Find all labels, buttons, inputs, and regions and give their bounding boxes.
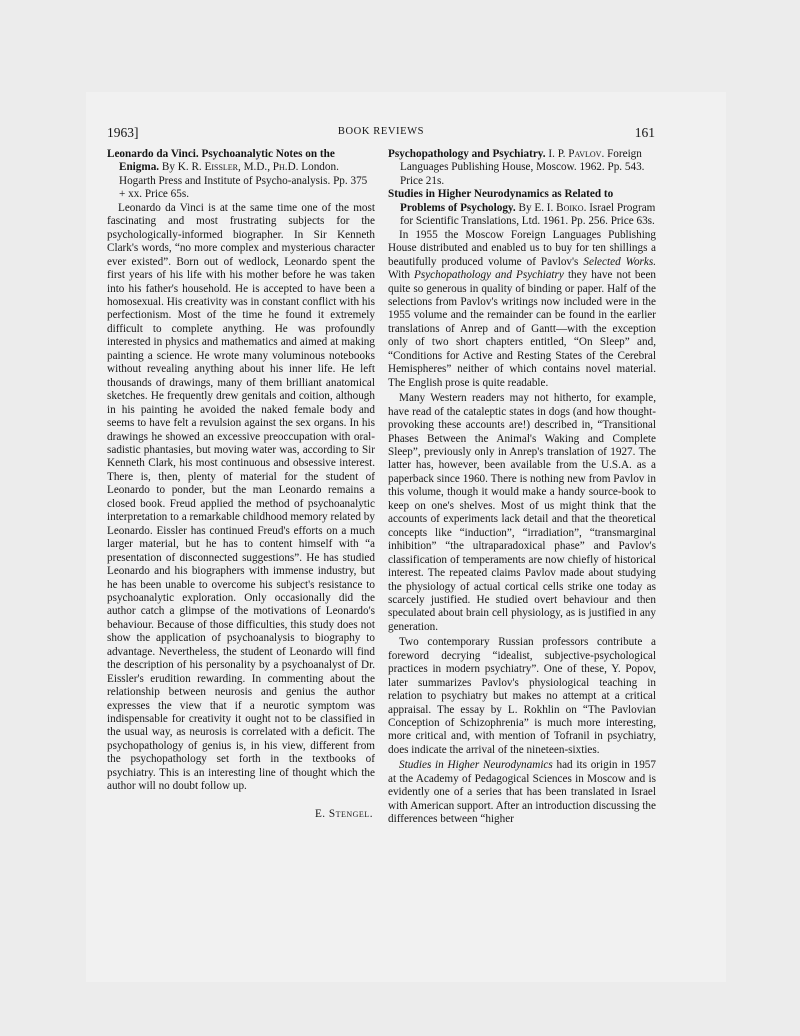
book-author: I. P. Pavlov.: [548, 148, 605, 160]
review-citation-leonardo: [107, 148, 375, 202]
review-paragraph-3: Two contemporary Russian professors contribute a foreword decrying “idealist, subjective-psychological practices in modern psychiatry”. One of these, Y. Popov, later summarizes Pavlov's physiological teaching in relation to psychiatry but makes no attempt at a critical appraisal. The essay by L. Rokhlin on “The Pavlovian Conception of Schizophrenia” is much more interesting, more critical and, with mention of Tofranil in psychiatry, does indicate the arrival of the nineteen-sixties.: [388, 636, 656, 756]
book-author: E. I. Boiko.: [534, 201, 587, 214]
publication-info: London. Hogarth Press and Institute of Psycho-analysis. Pp. 375 + xx. Price 65s.: [119, 161, 368, 201]
review-body: Leonardo da Vinci is at the same time one of the most fascinating and most frustrating subjects for the psychologically-informed biographer. In Sir Kenneth Clark's words, “no more complex and mysterious character ever existed”. Born out of wedlock, Leonardo spent the first years of his life with his mother before he was taken into his father's household. He is accepted to have been a homosexual. His creativity was in constant conflict with his perfectionism. Most of the time he found it extremely difficult to complete anything. He was profoundly interested in physics and mathematics and aimed at making painting a science. He wrote many voluminous notebooks without revealing anything about his inner life. He left thousands of drawings, many of them brilliant anatomical sketches. He frequently drew genitals and coition, although in his painting he avoided the naked female body and seems to have felt a revulsion against the sex organs. In his drawings he showed an excessive preoccupation with oral-sadistic phantasies, but moving water was, according to Sir Kenneth Clark, his most continuous and obsessive interest. There is, then, plenty of material for the student of Leonardo to ponder, but the man Leonardo remains a closed book. Freud applied the method of psychoanalytic interpretation to a remarkable childhood memory related by Leonardo. Eissler has continued Freud's efforts on a much larger material, but he has to content himself with “a presentation of disconnected suggestions”. He has studied Leonardo and his biographers with immense industry, but he has been unable to overcome his subject's resistance to psychoanalytic exploration. Only occasionally did the author catch a glimpse of the motivations of Leonardo's behaviour. Because of those difficulties, this study does not show the application of psychoanalysis to biography to advantage. Nevertheless, the student of Leonardo will find the description of his personality by a psychoanalyst of Dr. Eissler's erudition rewarding. In commenting about the relationship between neurosis and genius the author expresses the view that if a neurotic symptom was indispensable for creativity it ought not to be classified in the usual way, as neurosis is correlated with a deficit. The psychopathology of genius is, in his view, different from the psychopathology set forth in the textbooks of psychiatry. This is an interesting line of thought which the author will no doubt follow up.: [107, 201, 375, 793]
review-citation-pavlov: [388, 148, 656, 188]
book-title: Psychopathology and Psychiatry.: [388, 148, 546, 160]
reviewer-signature: E. Stengel.: [314, 807, 373, 820]
review-paragraph-4: Studies in Higher Neurodynamics had its origin in 1957 at the Academy of Pedagogical Sciences in Moscow and is evidently one of a series that has been translated in Israel with American support. After an introduction discussing the differences between “higher: [388, 759, 656, 826]
review-paragraph-1: In 1955 the Moscow Foreign Languages Publishing House distributed and enabled us to buy for ten shillings a beautifully produced volume of Pavlov's Selected Works. With Psychopathology and Psychiatry they have not been quite so generous in quality of binding or paper. Half of the selections from Pavlov's writings now included were in the 1955 volume and the remainder can be found in the earlier translations of Anrep and of Gantt—with the exception only of two short chapters entitled, “On Sleep” and, “Conditions for Active and Resting States of the Cerebral Hemispheres” neither of which contains novel material. The English prose is quite readable.: [388, 228, 657, 389]
page-header: [107, 125, 655, 141]
review-citation-boiko: [388, 188, 656, 228]
book-author: K. R. Eissler, M.D., Ph.D.: [177, 161, 299, 174]
running-title: BOOK REVIEWS: [337, 126, 425, 137]
right-column: [388, 148, 656, 827]
author-prefix: By: [518, 201, 532, 214]
book-title: Studies in Higher Neurodynamics as Related to Problems of Psychology.: [388, 188, 614, 214]
review-paragraph-2: Many Western readers may not hitherto, for example, have read of the cataleptic states in dogs (and how thought-provoking these accounts are!) described in, “Transitional Phases Between the Animal's Waking and Complete Sleep”, previously only in Anrep's translation of 1927. The latter has, however, been available from the U.S.A. as a paperback since 1960. There is nothing new from Pavlov in this volume, though it would make a handy source-book to keep on one's shelves. Most of us might think that the accounts of experiments lack detail and that the theoretical concepts like “induction”, “irradiation”, “transmarginal inhibition” “the ultraparadoxical phase” and Pavlov's classification of temperaments are now chiefly of historical interest. The repeated claims Pavlov made about studying the physiology of actual cortical cells strike one today as scarcely justified. He studied overt behaviour and then speculated about brain cell physiology, as is justified in any generation.: [388, 392, 656, 633]
header-year: 1963]: [107, 125, 139, 140]
publication-info: Israel Program for Scientific Translations, Ltd. 1961. Pp. 256. Price 63s.: [400, 201, 656, 228]
page-number: 161: [634, 125, 655, 140]
book-title: Leonardo da Vinci. Psychoanalytic Notes on the Enigma.: [107, 148, 335, 174]
author-prefix: By: [161, 161, 175, 174]
publication-info: Foreign Languages Publishing House, Moscow. 1962. Pp. 543. Price 21s.: [400, 148, 645, 187]
left-column: [107, 148, 375, 821]
